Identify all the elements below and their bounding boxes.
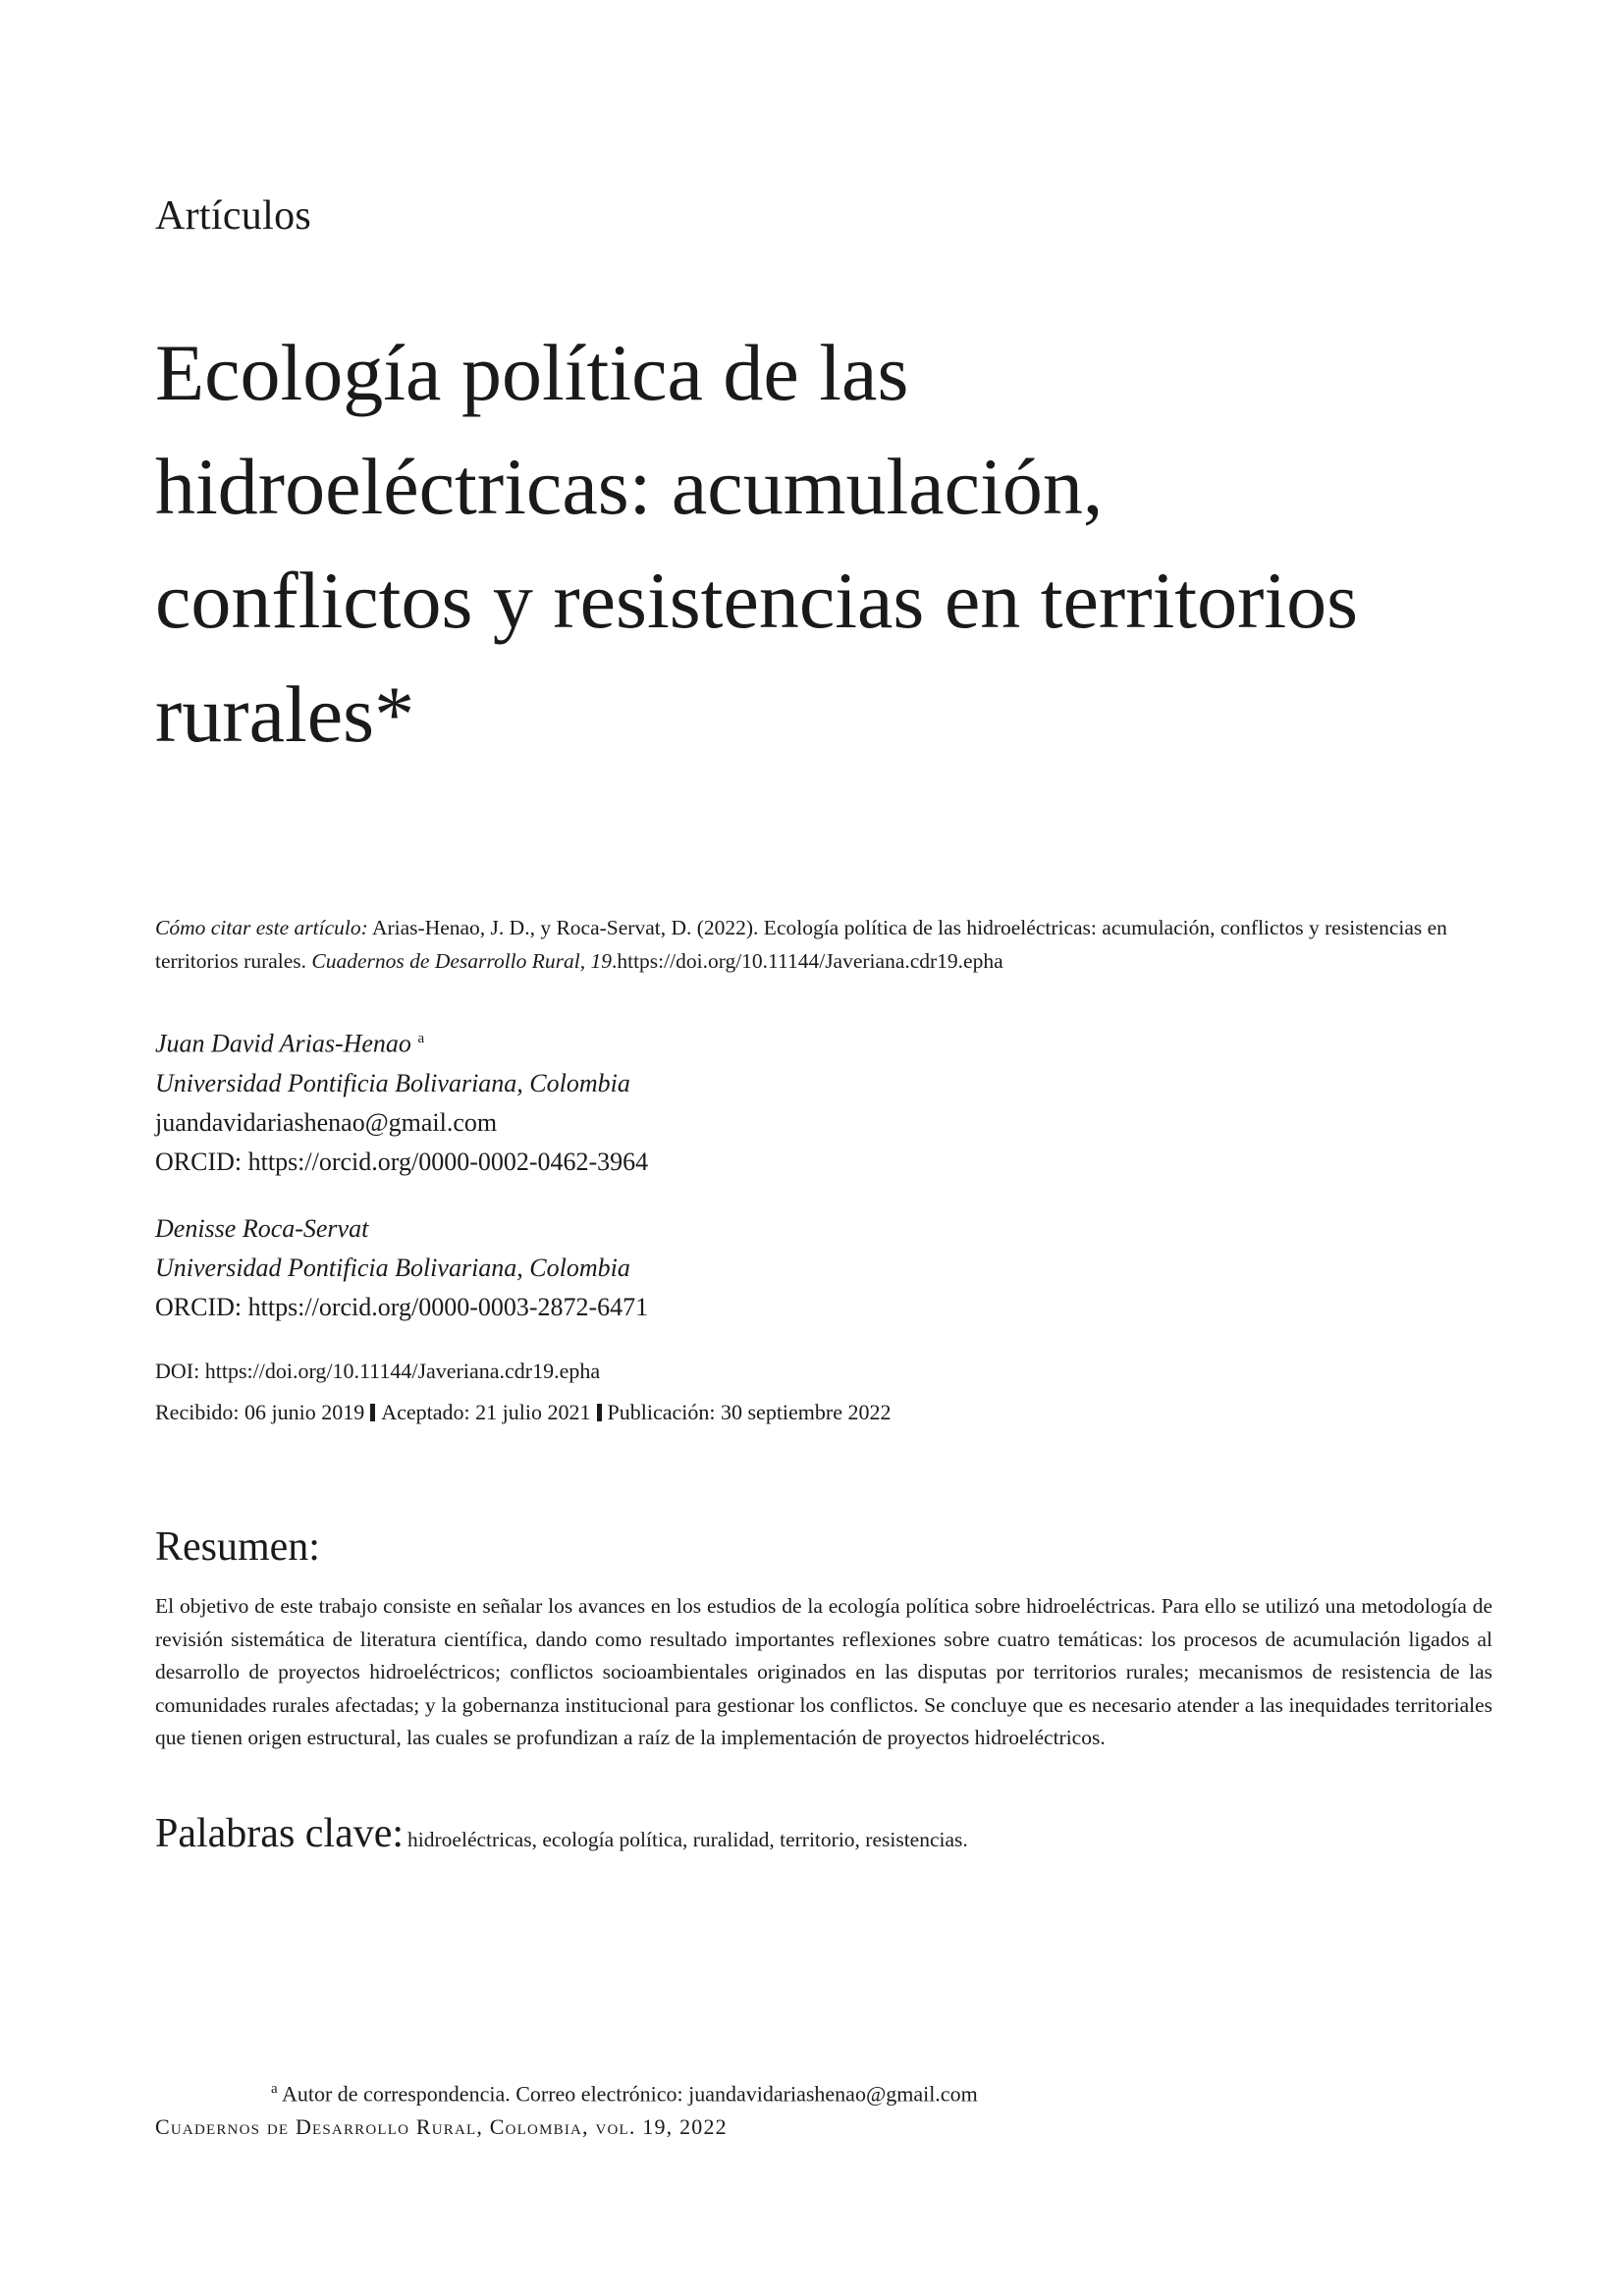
abstract-heading: Resumen: xyxy=(155,1524,320,1570)
citation-journal: Cuadernos de Desarrollo Rural, 19 xyxy=(311,949,612,973)
footnote-mark: a xyxy=(271,2081,278,2097)
doi-and-dates xyxy=(155,1351,892,1433)
accepted-date: Aceptado: 21 julio 2021 xyxy=(381,1400,591,1424)
author-affiliation: Universidad Pontificia Bolivariana, Colombia xyxy=(155,1068,630,1097)
citation-label: Cómo citar este artículo: xyxy=(155,916,368,939)
received-date: Recibido: 06 junio 2019 xyxy=(155,1400,365,1424)
abstract-text: El objetivo de este trabajo consiste en señalar los avances en los estudios de la ecología política sobre hidroeléctricas. Para ello se utilizó una metodología de revisión sistemática de literatura científica, dando como resultado importantes reflexiones sobre cuatro temáticas: los procesos de acumulación ligados al desarrollo de proyectos hidroeléctricos; conflictos socioambientales originados en las disputas por territorios rurales; mecanismos de resistencia de las comunidades rurales afectadas; y la gobernanza institucional para gestionar los conflictos. Se concluye que es necesario atender a las inequidades territoriales que tienen origen estructural, las cuales se profundizan a raíz de la implementación de proyectos hidroeléctricos. xyxy=(155,1594,1492,1749)
footnote xyxy=(271,2081,978,2107)
published-date: Publicación: 30 septiembre 2022 xyxy=(607,1400,892,1424)
title-line: Ecología política de las xyxy=(155,328,909,417)
author-block-1 xyxy=(155,1019,648,1182)
author-email[interactable]: juandavidariashenao@gmail.com xyxy=(155,1107,498,1137)
author-name: Denisse Roca-Servat xyxy=(155,1214,369,1243)
title-line: conflictos y resistencias en territorios xyxy=(155,556,1359,645)
separator-bar xyxy=(597,1404,602,1421)
title-line: rurales* xyxy=(155,669,415,759)
citation xyxy=(155,911,1490,978)
footnote-text: Autor de correspondencia. Correo electrónico: juandavidariashenao@gmail.com xyxy=(281,2081,978,2107)
keywords xyxy=(155,1806,1492,1870)
keywords-list: hidroeléctricas, ecología política, ruralidad, territorio, resistencias. xyxy=(407,1828,968,1851)
citation-doi-link[interactable]: .https://doi.org/10.11144/Javeriana.cdr19.epha xyxy=(611,949,1003,973)
author-footnote-mark: a xyxy=(417,1031,425,1046)
separator-bar xyxy=(370,1404,375,1421)
journal-footer: Cuadernos de Desarrollo Rural, Colombia, vol. 19, 2022 xyxy=(155,2114,728,2139)
author-orcid[interactable]: ORCID: https://orcid.org/0000-0002-0462-3964 xyxy=(155,1147,649,1176)
author-affiliation: Universidad Pontificia Bolivariana, Colombia xyxy=(155,1254,630,1282)
author-orcid[interactable]: ORCID: https://orcid.org/0000-0003-2872-6471 xyxy=(155,1293,649,1321)
doi-line[interactable]: DOI: https://doi.org/10.11144/Javeriana.cdr19.epha xyxy=(155,1359,601,1383)
keywords-heading: Palabras clave: xyxy=(155,1811,405,1856)
title-line: hidroeléctricas: acumulación, xyxy=(155,442,1104,531)
author-name: Juan David Arias-Henao xyxy=(155,1029,411,1058)
dates-line xyxy=(155,1392,892,1433)
article-title xyxy=(155,316,1490,772)
section-label: Artículos xyxy=(155,193,312,239)
author-block-2 xyxy=(155,1209,648,1327)
citation-text: Arias-Henao, J. D., y Roca-Servat, D. (2022). Ecología política de las hidroeléctricas: acumulación, conflictos y resistencias en territorios rurales. xyxy=(155,916,1447,973)
